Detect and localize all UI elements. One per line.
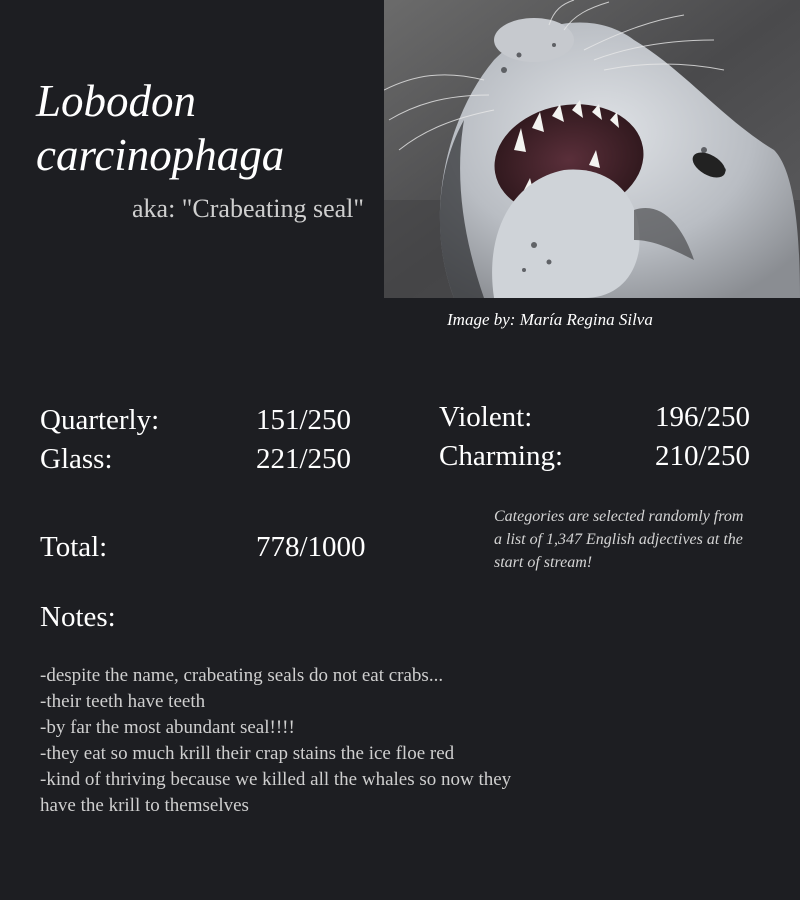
title-line-2: carcinophaga	[36, 130, 285, 180]
violent-label: Violent:	[439, 401, 533, 433]
charming-score: 210/250	[655, 440, 751, 472]
title-line-1: Lobodon	[36, 76, 197, 126]
note-item: -they eat so much krill their crap stains the ice floe red	[40, 743, 455, 764]
photo-credit: Image by: María Regina Silva	[447, 310, 653, 329]
common-name: aka: "Crabeating seal"	[132, 194, 365, 223]
total-score: 778/1000	[256, 531, 366, 563]
note-item: -their teeth have teeth	[40, 691, 206, 712]
quarterly-label: Quarterly:	[40, 404, 160, 436]
note-item: -kind of thriving because we killed all the whales so now they have the krill to themselves	[40, 769, 512, 816]
note-item: -by far the most abundant seal!!!!	[40, 717, 295, 738]
charming-label: Charming:	[439, 440, 564, 472]
notes-list	[40, 663, 540, 819]
glass-label: Glass:	[40, 443, 113, 475]
seal-photo	[384, 0, 800, 298]
glass-score: 221/250	[256, 443, 352, 475]
quarterly-score: 151/250	[256, 404, 352, 436]
species-title	[36, 74, 284, 182]
notes-heading: Notes:	[40, 601, 116, 633]
violent-score: 196/250	[655, 401, 751, 433]
category-disclaimer: Categories are selected randomly from a list of 1,347 English adjectives at the start of stream!	[494, 508, 744, 571]
note-item: -despite the name, crabeating seals do not eat crabs...	[40, 665, 444, 686]
total-label: Total:	[40, 531, 108, 563]
